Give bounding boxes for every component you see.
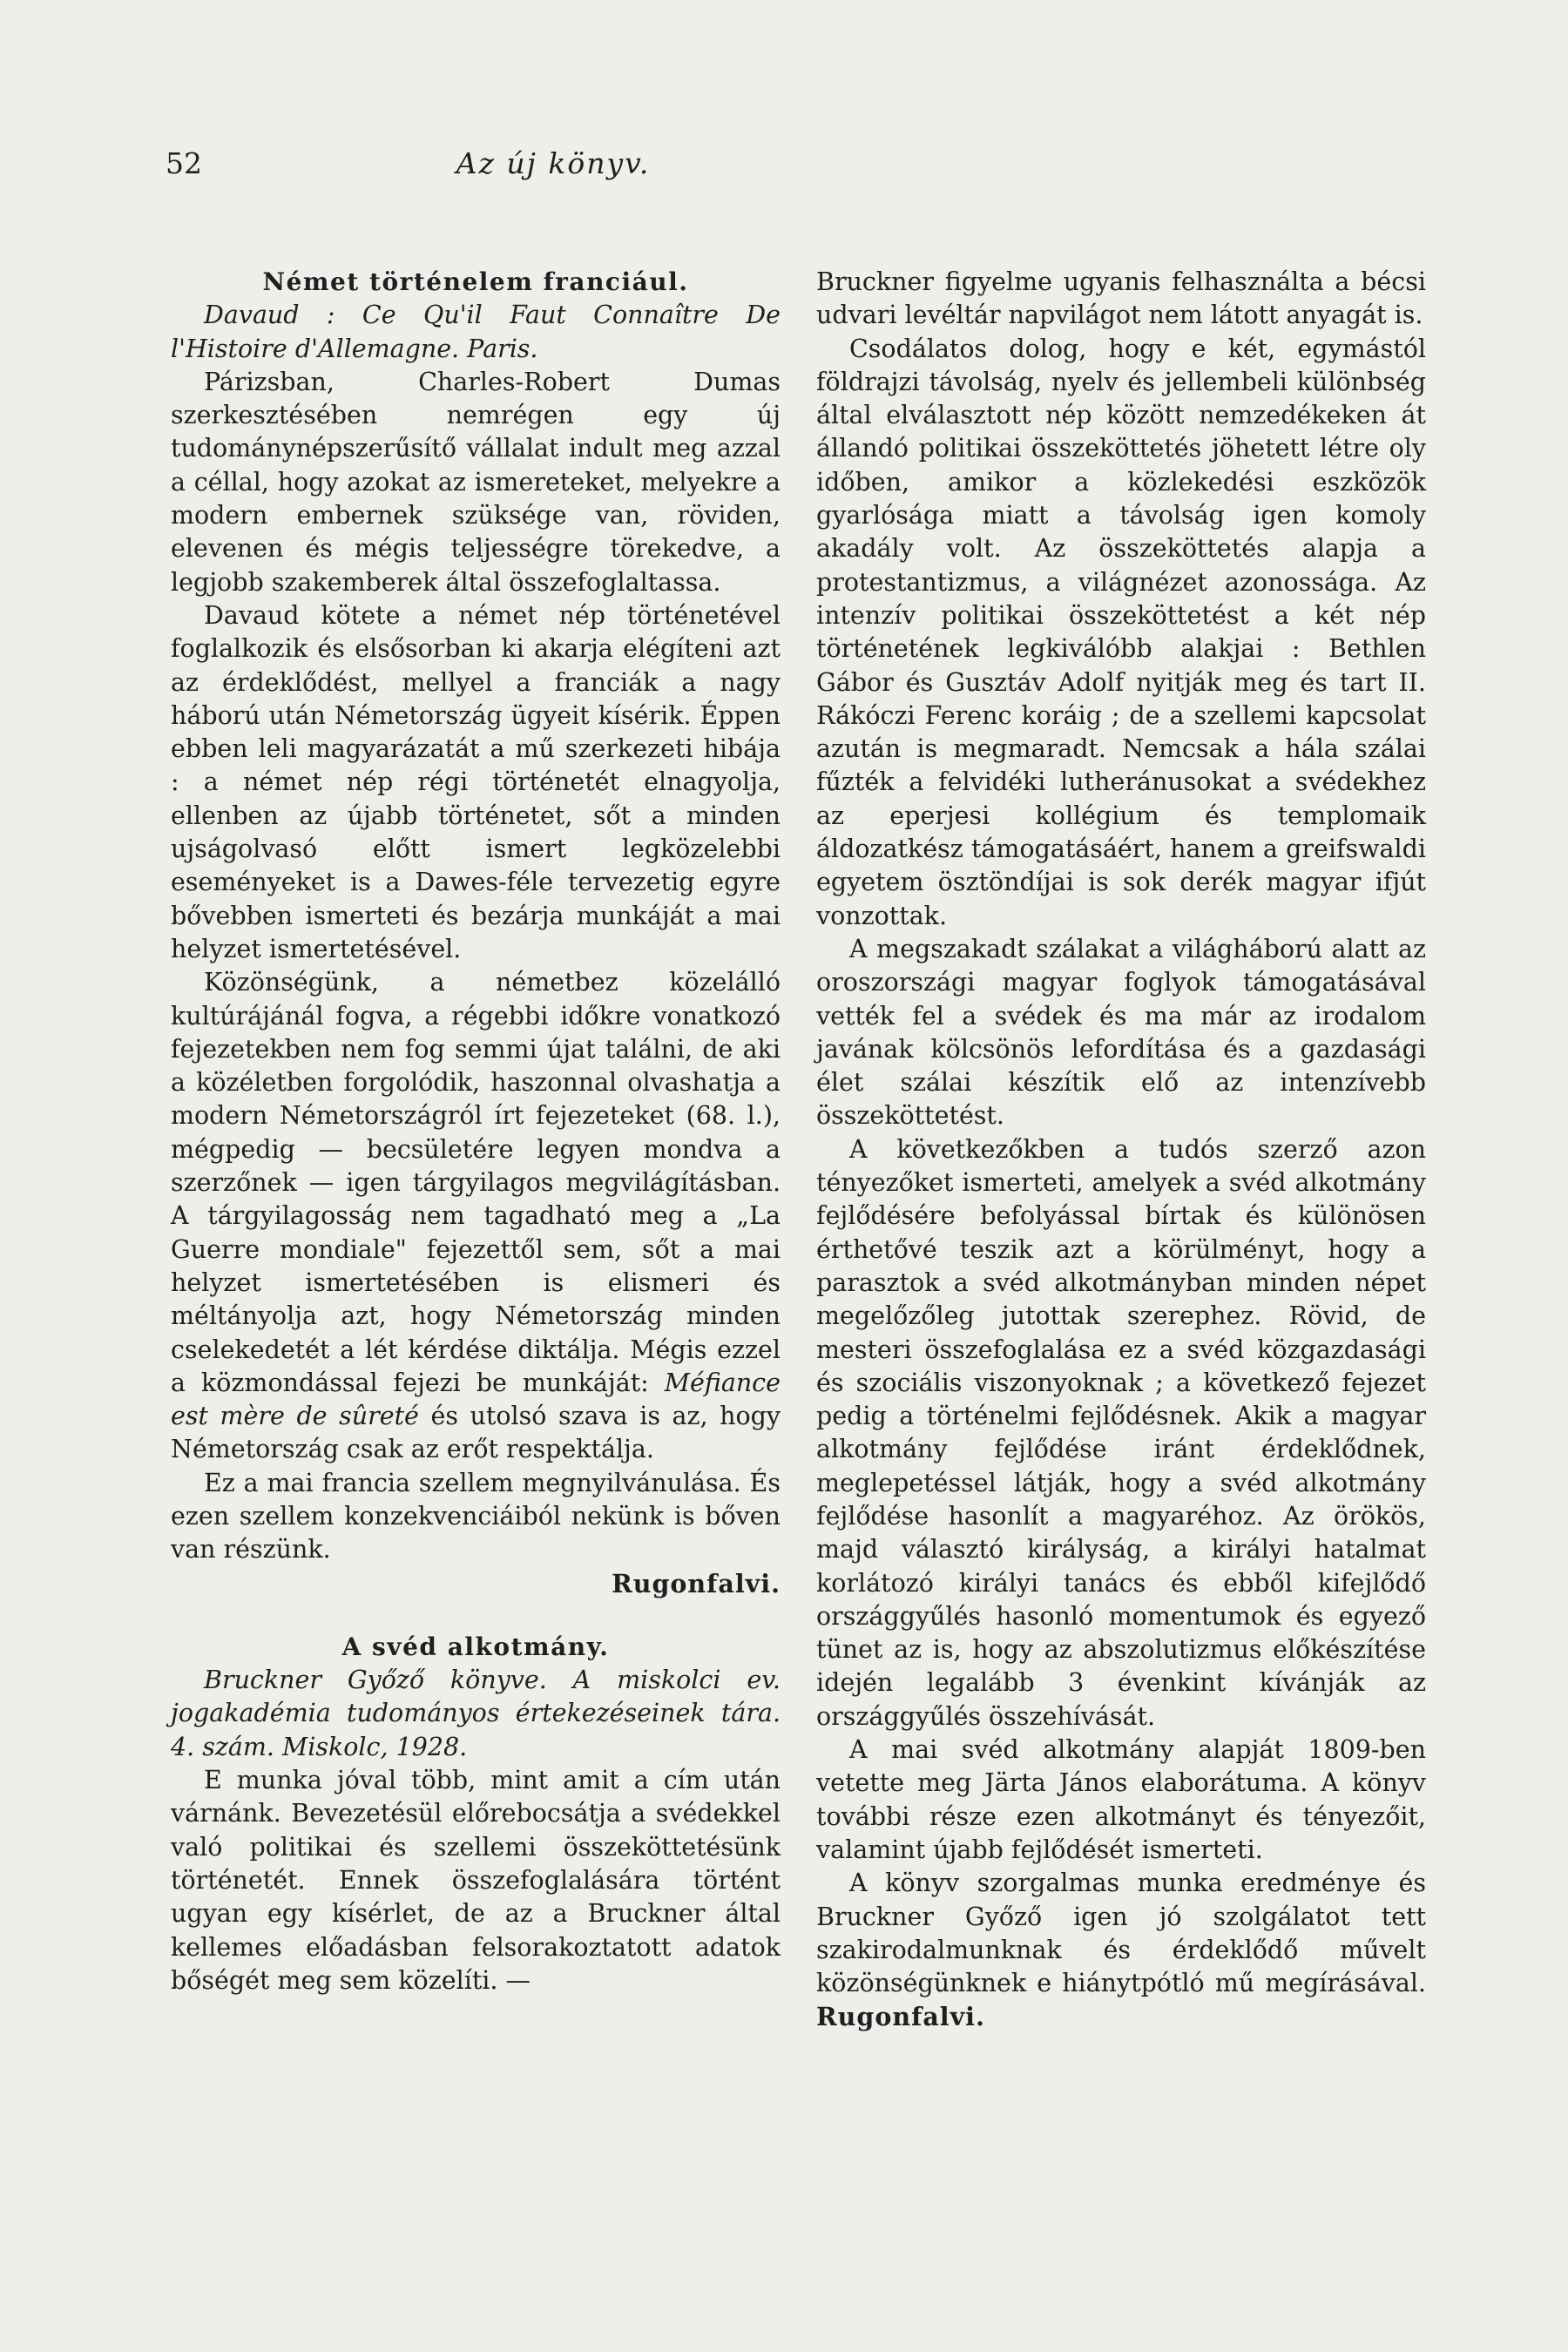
review-1-motto: Méfiance est mère de sûreté <box>171 1368 781 1431</box>
review-1-paragraph-2: Davaud kötete a német nép történetével foglalkozik és elsősorban ki akarja elégíteni azt az érdeklődést, mellyel a franciák a nagy háború után Németország ügyeit kísérik. Éppen ebben leli magyarázatát a mű szerkezeti hibája : a német nép régi történetét elnagyolja, ellenben az újabb történetet, sőt a minden ujságolvasó előtt ismert legközelebbi eseményeket is a Dawes-féle tervezetig egyre bővebben ismerteti és bezárja munkáját a mai helyzet ismertetésével. <box>171 600 781 963</box>
left-column <box>171 266 781 1997</box>
page-header <box>166 146 941 190</box>
running-title: Az új könyv. <box>456 146 651 180</box>
review-1-heading: Német történelem franciául. <box>262 267 689 296</box>
review-2-paragraph-6-text: A könyv szorgalmas munka eredménye és Bruckner Győző igen jó szolgálatot tett szakirodalmunknak és érdeklődő művelt közönségünknek e hiánytpótló mű megírásával. <box>816 1869 1426 1998</box>
review-2-paragraph-2: Csodálatos dolog, hogy e két, egymástól földrajzi távolság, nyelv és jellembeli különbség által elválasztott nép között nemzedékeken át állandó politikai összeköttetés jöhetett létre oly időben, amikor a közlekedési eszközök gyarlósága miatt a távolság igen komoly akadály volt. Az összeköttetés alapja a protestantizmus, a világnézet azonossága. Az intenzív politikai összeköttetést a két nép történetének legkiválóbb alakjai : Bethlen Gábor és Gusztáv Adolf nyitják meg és tart II. Rákóczi Ferenc koráig ; de a szellemi kapcsolat azután is megmaradt. Nemcsak a hála szálai fűzték a felvidéki lutheránusokat a svédekhez az eperjesi kollégium és templomaik áldozatkész támogatásáért, hanem a greifswaldi egyetem ösztöndíjai is sok derék magyar ifjút vonzottak. <box>816 334 1426 930</box>
review-2-paragraph-3: A megszakadt szálakat a világháború alatt az oroszországi magyar foglyok támogatásával vették fel a svédek és ma már az irodalom javának kölcsönös lefordítása és a gazdasági élet szálai készítik elő az intenzívebb összeköttetést. <box>816 934 1426 1131</box>
review-1-paragraph-3-text-b: és utolsó szava is az, hogy Németország csak az erőt respektálja. <box>171 1402 781 1464</box>
review-1-signature-line <box>171 1567 781 1601</box>
review-1-paragraph-4: Ez a mai francia szellem megnyilvánulása. És ezen szellem konzekvenciáiból nekünk is bőven van részünk. <box>171 1468 781 1565</box>
review-1-signature: Rugonfalvi. <box>612 1568 781 1598</box>
review-1-paragraph-1: Párizsban, Charles-Robert Dumas szerkesztésében nemrégen egy új tudománynépszerűsítő vállalat indult meg azzal a céllal, hogy azokat az ismereteket, melyekre a modern embernek szüksége van, röviden, elevenen és mégis teljességre törekedve, a legjobb szakemberek által összefoglaltassa. <box>171 367 781 597</box>
review-1-paragraph-3-text-a: Közönségünk, a németbez közelálló kultúrájánál fogva, a régebbi időkre vonatkozó fejezetekben nem fog semmi újat találni, de aki a közéletben forgolódik, haszonnal olvashatja a modern Németországról írt fejezeteket (68. l.), mégpedig — becsületére legyen mondva a szerzőnek — igen tárgyilagos megvilágításban. A tárgyilagosság nem tagadható meg a „La Guerre mondiale" fejezettől sem, sőt a mai helyzet ismertetésében is elismeri és méltányolja azt, hogy Németország minden cselekedetét a lét kérdése diktálja. Mégis ezzel a közmondással fejezi be munkáját: <box>171 968 781 1397</box>
review-2-paragraph-6 <box>816 1867 1426 2034</box>
review-2-paragraph-4: A következőkben a tudós szerző azon tényezőket ismerteti, amelyek a svéd alkotmány fejlődésére befolyással bírtak és különösen érthetővé teszik azt a körülményt, hogy a parasztok a svéd alkotmányban minden népet megelőzőleg jutottak szerephez. Rövid, de mesteri összefoglalása ez a svéd közgazdasági és szociális viszonyoknak ; a következő fejezet pedig a történelmi fejlődésnek. Akik a magyar alkotmány fejlődése iránt érdeklődnek, meglepetéssel látják, hogy a svéd alkotmány fejlődése hasonlít a magyaréhoz. Az örökös, majd választó királyság, a királyi hatalmat korlátozó királyi tanács és ebből kifejlődő országgyűlés hasonló momentumok és egyező tünet az is, hogy az abszolutizmus előkészítése idején legalább 3 évenkint kívánják az országgyűlés összehívását. <box>816 1134 1426 1731</box>
review-2-paragraph-1: E munka jóval több, mint amit a cím után várnánk. Bevezetésül előrebocsátja a svédekkel való politikai és szellemi összeköttetésünk történetét. Ennek összefoglalására történt ugyan egy kísérlet, de az a Bruckner által kellemes előadásban felsorakoztatott adatok bőségét meg sem közelíti. — <box>171 1766 781 1995</box>
review-1-paragraph-3 <box>171 966 781 1466</box>
review-2-paragraph-5: A mai svéd alkotmány alapját 1809-ben vetette meg Järta János elaborátuma. A könyv további része ezen alkotmányt és tényezőit, valamint újabb fejlődését ismerteti. <box>816 1735 1426 1864</box>
page-number: 52 <box>166 146 202 180</box>
review-2-paragraph-1-continued: Bruckner figyelme ugyanis felhasználta a bécsi udvari levéltár napvilágot nem látott anyagát is. <box>816 267 1426 330</box>
review-1-citation: Davaud : Ce Qu'il Faut Connaître De l'Histoire d'Allemagne. Paris. <box>171 301 781 363</box>
review-2-citation: Bruckner Győző könyve. A miskolci ev. jogakadémia tudományos értekezéseinek tára. 4. szám. Miskolc, 1928. <box>171 1666 781 1761</box>
review-2-heading: A svéd alkotmány. <box>341 1632 610 1661</box>
review-2-signature: Rugonfalvi. <box>816 2002 985 2032</box>
right-column <box>816 266 1426 2035</box>
